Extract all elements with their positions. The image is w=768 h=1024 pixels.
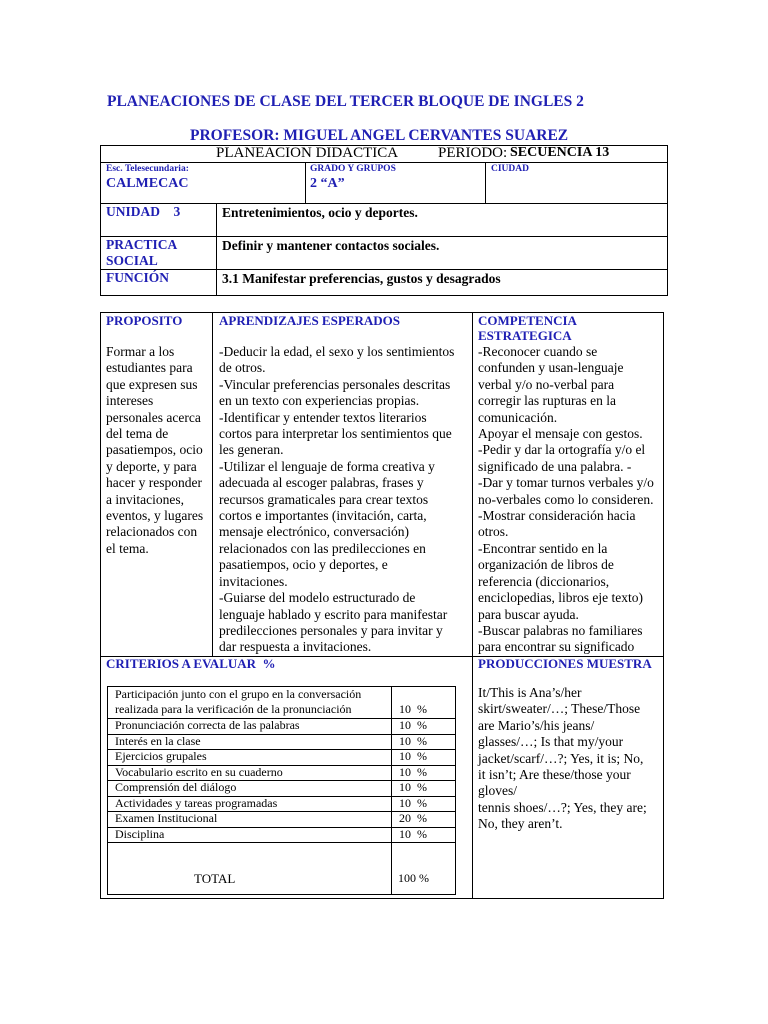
text-line: -Mostrar consideración hacia	[478, 508, 636, 524]
text-line: it isn’t; Are these/those your	[478, 767, 631, 783]
criterio-name: Participación junto con el grupo en la conversación	[115, 687, 362, 701]
proposito-text	[106, 344, 203, 557]
text-line: a invitaciones,	[106, 491, 184, 507]
text-line: mensaje electrónico, conversación)	[219, 524, 410, 540]
aprendizajes-header: APRENDIZAJES ESPERADOS	[219, 313, 400, 328]
text-line: referencia (diccionarios,	[478, 573, 610, 589]
text-line: no-verbales como lo consideren.	[478, 491, 654, 507]
text-line: cortos para interpretar los sentimientos que	[219, 426, 452, 442]
text-line: el tema.	[106, 540, 149, 556]
text-line: -Identificar y entender textos literarios	[219, 409, 427, 425]
text-line: confunden y usan-lenguaje	[478, 360, 624, 376]
funcion-label: FUNCIÓN	[106, 270, 169, 285]
practica-value: Definir y mantener contactos sociales.	[222, 238, 440, 253]
practica-label-1: PRACTICA	[106, 237, 178, 252]
criterio-pct: 10 %	[399, 795, 427, 810]
text-line: -Reconocer cuando se	[478, 344, 598, 359]
criterio-name: Pronunciación correcta de las palabras	[115, 718, 300, 732]
competencia-text	[478, 344, 654, 656]
criterio-name: Examen Institucional	[115, 811, 218, 825]
text-line: intereses	[106, 393, 154, 409]
producciones-text	[478, 685, 647, 833]
unidad-label: UNIDAD 3	[106, 204, 181, 219]
criterio-pct: 10 %	[399, 749, 427, 763]
criterio-name: Ejercicios grupales	[115, 749, 207, 763]
text-line: tennis shoes/…?; Yes, they are;	[478, 799, 647, 815]
text-line: gloves/	[478, 783, 517, 799]
text-line: les generan.	[219, 442, 284, 458]
text-line: personales acerca	[106, 409, 201, 425]
criterio-pct: 10 %	[399, 780, 427, 794]
text-line: para buscar ayuda.	[478, 606, 579, 622]
periodo-value: SECUENCIA 13	[510, 145, 610, 160]
aprendizajes-text	[219, 344, 454, 656]
text-line: -Vincular preferencias personales descritas	[219, 376, 451, 392]
text-line: relacionados con las predilecciones en	[219, 540, 426, 556]
text-line: que expresen sus	[106, 376, 198, 392]
criterios-table	[107, 686, 456, 895]
school-label: Esc. Telesecundaria:	[106, 164, 189, 174]
text-line: corregir las rupturas en la	[478, 393, 616, 409]
text-line: jacket/scarf/…?; Yes, it is; No,	[478, 750, 644, 766]
text-line: No, they aren’t.	[478, 816, 563, 832]
text-line: -Encontrar sentido en la	[478, 540, 608, 556]
city-label: CIUDAD	[491, 164, 529, 174]
text-line: -Buscar palabras no familiares	[478, 622, 643, 638]
criterio-name: Interés en la clase	[115, 733, 201, 748]
competencia-header-1: COMPETENCIA	[478, 313, 577, 328]
text-line: de otros.	[219, 360, 266, 376]
text-line: are Mario’s/his jeans/	[478, 717, 595, 733]
unidad-value: Entretenimientos, ocio y deportes.	[222, 205, 418, 220]
text-line: otros.	[478, 524, 509, 540]
text-line: glasses/…; Is that my/your	[478, 734, 624, 750]
text-line: comunicación.	[478, 409, 558, 425]
text-line: enciclopedias, libros eje texto)	[478, 590, 643, 606]
text-line: skirt/sweater/…; These/Those	[478, 701, 641, 717]
criterios-header: CRITERIOS A EVALUAR %	[106, 656, 276, 671]
total-label: TOTAL	[194, 871, 236, 886]
text-line: pasatiempos, ocio y deportes, e	[219, 557, 388, 573]
text-line: eventos, y lugares	[106, 508, 204, 524]
text-line: -Guiarse del modelo estructurado de	[219, 590, 416, 606]
text-line: en un texto con experiencias propias.	[219, 393, 420, 409]
proposito-header: PROPOSITO	[106, 313, 183, 328]
practica-label-2: SOCIAL	[106, 253, 158, 268]
text-line: Formar a los	[106, 344, 175, 359]
planeacion-label: PLANEACION DIDACTICA	[216, 145, 399, 161]
text-line: -Deducir la edad, el sexo y los sentimientos	[219, 344, 455, 359]
grade-label: GRADO Y GRUPOS	[310, 164, 396, 174]
criterio-pct: 10 %	[399, 702, 427, 716]
text-line: organización de libros de	[478, 557, 614, 573]
criterio-pct: 10 %	[399, 733, 427, 748]
text-line: estudiantes para	[106, 360, 193, 376]
text-line: significado de una palabra. -	[478, 458, 632, 474]
criterio-name: Comprensión del diálogo	[115, 780, 237, 794]
text-line: hacer y responder	[106, 475, 202, 491]
total-value: 100 %	[398, 871, 429, 885]
criterio-name: Vocabulario escrito en su cuaderno	[115, 764, 283, 779]
text-line: Apoyar el mensaje con gestos.	[478, 426, 643, 442]
text-line: dar respuesta a invitaciones.	[219, 639, 372, 655]
text-line: -Utilizar el lenguaje de forma creativa y	[219, 458, 435, 474]
criterio-name: realizada para la verificación de la pronunciación	[115, 702, 352, 716]
text-line: para encontrar su significado	[478, 639, 635, 655]
competencia-header-2: ESTRATEGICA	[478, 328, 572, 343]
text-line: lenguaje hablado y escrito para manifestar	[219, 606, 448, 622]
text-line: predilecciones personales y para invitar y	[219, 622, 443, 638]
grade-value: 2 “A”	[310, 176, 345, 191]
criterio-name: Actividades y tareas programadas	[115, 795, 278, 810]
text-line: pasatiempos, ocio	[106, 442, 203, 458]
document-title: PLANEACIONES DE CLASE DEL TERCER BLOQUE DE INGLES 2	[107, 93, 584, 110]
text-line: It/This is Ana’s/her	[478, 685, 582, 700]
funcion-value: 3.1 Manifestar preferencias, gustos y desagrados	[222, 271, 501, 286]
text-line: y deporte, y para	[106, 458, 197, 474]
text-line: invitaciones.	[219, 573, 288, 589]
text-line: adecuada al escoger palabras, frases y	[219, 475, 424, 491]
criterio-pct: 20 %	[399, 811, 427, 825]
professor-line: PROFESOR: MIGUEL ANGEL CERVANTES SUAREZ	[190, 127, 569, 144]
text-line: relacionados con	[106, 524, 198, 540]
text-line: recursos gramaticales para crear textos	[219, 491, 429, 507]
text-line: verbal y/o no-verbal para	[478, 376, 615, 392]
competencia-header	[478, 313, 577, 343]
text-line: cortos e importantes (invitación, carta,	[219, 508, 427, 524]
text-line: -Dar y tomar turnos verbales y/o	[478, 475, 654, 491]
producciones-header: PRODUCCIONES MUESTRA	[478, 656, 652, 671]
text-line: -Pedir y dar la ortografía y/o el	[478, 442, 646, 458]
criterio-pct: 10 %	[399, 718, 427, 732]
text-line: del tema de	[106, 426, 169, 442]
criterio-name: Disciplina	[115, 826, 165, 841]
school-value: CALMECAC	[106, 176, 189, 191]
criterio-pct: 10 %	[399, 764, 427, 779]
criterio-pct: 10 %	[399, 826, 427, 841]
periodo-label: PERIODO:	[438, 145, 508, 161]
